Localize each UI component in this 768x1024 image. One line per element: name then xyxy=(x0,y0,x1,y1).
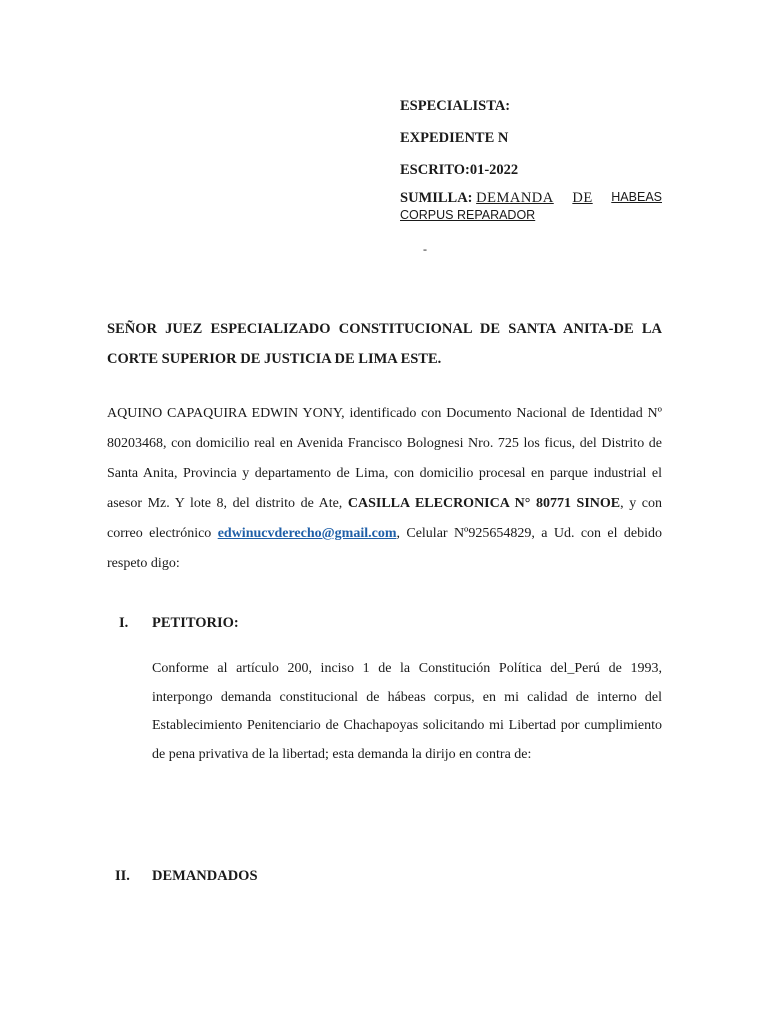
intro-text-3: , Celular Nº925654829, a Ud. con el debido respeto digo: xyxy=(107,526,662,571)
petitorio-text-2: Perú de 1993, interpongo demanda constitucional de hábeas corpus, en mi calidad de interno del Establecimiento Penitenciario de Chachapoyas solicitando mi Libertad por cumplimiento de pena privativa de la libertad; esta demanda la dirijo en contra de: xyxy=(152,661,662,762)
petitorio-text-1: Conforme al artículo 200, inciso 1 de la Constitución Política del xyxy=(152,661,568,676)
sumilla-de: DE xyxy=(572,190,593,206)
intro-text-1: AQUINO CAPAQUIRA EDWIN YONY, identificado con Documento Nacional de Identidad Nº 80203468, con domicilio real en Avenida Francisco Bolognesi Nro. 725 los ficus, del Distrito de Santa Anita, Provincia y departamento de Lima, con domicilio procesal en parque industrial el asesor Mz. Y lote 8, del distrito de Ate, xyxy=(107,406,662,511)
expediente-label: EXPEDIENTE N xyxy=(400,130,509,146)
casilla-electronica: CASILLA ELECRONICA N° 80771 SINOE xyxy=(347,496,621,511)
escrito-label: ESCRITO:01-2022 xyxy=(400,162,519,178)
addressee-heading: SEÑOR JUEZ ESPECIALIZADO CONSTITUCIONAL DE SANTA ANITA-DE LA CORTE SUPERIOR DE JUSTICIA DE LIMA ESTE. xyxy=(107,321,662,367)
section-number-2: II. xyxy=(115,868,130,884)
sumilla-block xyxy=(400,190,662,222)
section-title-petitorio: PETITORIO: xyxy=(152,615,239,631)
intro-paragraph xyxy=(107,399,662,579)
dash-mark: - xyxy=(423,242,427,256)
section-number-1: I. xyxy=(119,615,129,631)
petitorio-underscore: _ xyxy=(567,661,575,676)
sumilla-demanda: DEMANDA xyxy=(476,190,554,206)
sumilla-label: SUMILLA: xyxy=(400,190,473,206)
sumilla-line2: CORPUS REPARADOR xyxy=(400,208,536,222)
sumilla-habeas: HABEAS xyxy=(611,190,662,204)
email-link[interactable]: edwinucvderecho@gmail.com xyxy=(217,526,397,541)
especialista-label: ESPECIALISTA: xyxy=(400,98,511,114)
petitorio-paragraph xyxy=(152,655,662,769)
section-title-demandados: DEMANDADOS xyxy=(152,868,258,884)
intro-text-2: , y con correo electrónico xyxy=(107,496,662,541)
